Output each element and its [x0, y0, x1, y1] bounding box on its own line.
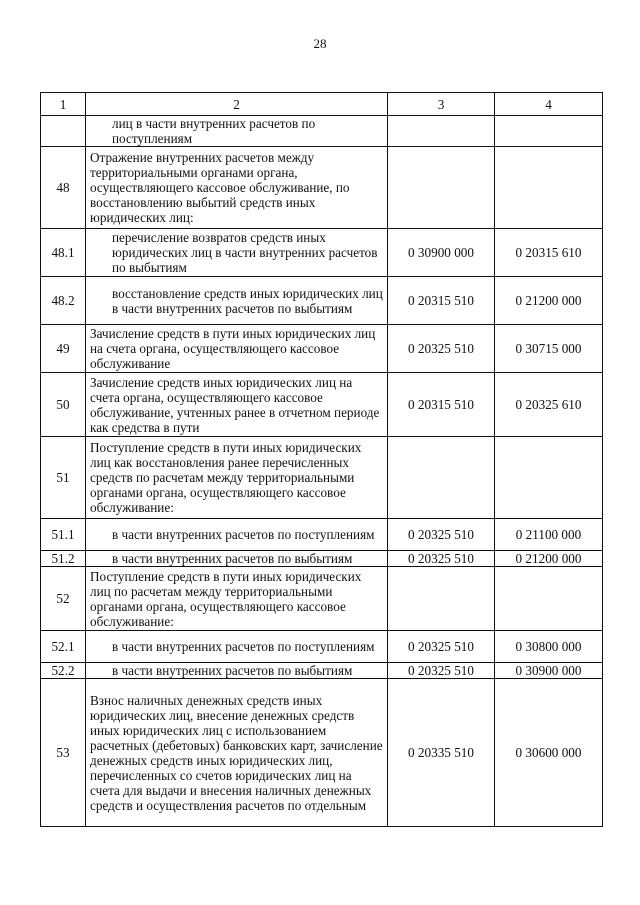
row-description: в части внутренних расчетов по выбытиям: [86, 663, 388, 679]
row-number: 52: [41, 567, 86, 631]
debit-account: [388, 437, 495, 519]
debit-account: [388, 567, 495, 631]
row-number: 52.1: [41, 631, 86, 663]
table-row: [41, 116, 603, 147]
debit-account: 0 20325 510: [388, 631, 495, 663]
debit-account: 0 20335 510: [388, 679, 495, 827]
table-row: [41, 229, 603, 277]
debit-account: 0 20325 510: [388, 325, 495, 373]
row-number: 48.2: [41, 277, 86, 325]
row-number: 53: [41, 679, 86, 827]
table-row: [41, 373, 603, 437]
debit-account: 0 20325 510: [388, 519, 495, 551]
row-number: 51.2: [41, 551, 86, 567]
row-description: в части внутренних расчетов по поступлениям: [86, 519, 388, 551]
credit-account: 0 21200 000: [495, 277, 603, 325]
row-number: 51.1: [41, 519, 86, 551]
credit-account: [495, 116, 603, 147]
column-header: 3: [388, 93, 495, 116]
row-number: 51: [41, 437, 86, 519]
table-row: [41, 147, 603, 229]
row-description: Отражение внутренних расчетов между территориальными органами органа, осуществляющего кассовое обслуживание, по восстановлению выбытий средств иных юридических лиц:: [86, 147, 388, 229]
row-description: Зачисление средств в пути иных юридических лиц на счета органа, осуществляющего кассовое обслуживание: [86, 325, 388, 373]
row-number: 49: [41, 325, 86, 373]
row-description: перечисление возвратов средств иных юридических лиц в части внутренних расчетов по выбытиям: [86, 229, 388, 277]
page-number: 28: [313, 36, 327, 51]
credit-account: [495, 147, 603, 229]
row-description: Поступление средств в пути иных юридических лиц по расчетам между территориальными органами органа, осуществляющего кассовое обслуживание:: [86, 567, 388, 631]
row-description: в части внутренних расчетов по выбытиям: [86, 551, 388, 567]
row-number: 50: [41, 373, 86, 437]
column-header: 1: [41, 93, 86, 116]
credit-account: 0 30900 000: [495, 663, 603, 679]
credit-account: 0 21200 000: [495, 551, 603, 567]
accounting-table: [40, 92, 603, 827]
debit-account: 0 30900 000: [388, 229, 495, 277]
row-number: [41, 116, 86, 147]
debit-account: 0 20315 510: [388, 277, 495, 325]
credit-account: 0 20315 610: [495, 229, 603, 277]
row-description: лиц в части внутренних расчетов по поступлениям: [86, 116, 388, 147]
row-description: Зачисление средств иных юридических лиц на счета органа, осуществляющего кассовое обслуживание, учтенных ранее в отчетном периоде как средства в пути: [86, 373, 388, 437]
debit-account: 0 20315 510: [388, 373, 495, 437]
table-row: [41, 437, 603, 519]
debit-account: [388, 147, 495, 229]
row-description: Взнос наличных денежных средств иных юридических лиц, внесение денежных средств иных юридических лиц с использованием расчетных (дебетовых) банковских карт, зачисление денежных средств иных юридических лиц, перечисленных со счетов юридических лиц на счета для выдачи и внесения наличных денежных средств и осуществления расчетов по отдельным: [86, 679, 388, 827]
row-description: в части внутренних расчетов по поступлениям: [86, 631, 388, 663]
table-row: [41, 631, 603, 663]
column-header: 4: [495, 93, 603, 116]
table-row: [41, 277, 603, 325]
credit-account: [495, 437, 603, 519]
table-header-row: [41, 93, 603, 116]
table-row: [41, 551, 603, 567]
debit-account: 0 20325 510: [388, 551, 495, 567]
column-header: 2: [86, 93, 388, 116]
row-number: 48: [41, 147, 86, 229]
row-description: Поступление средств в пути иных юридических лиц как восстановления ранее перечисленных средств по расчетам между территориальными органами органа, осуществляющего кассовое обслуживание:: [86, 437, 388, 519]
row-description: восстановление средств иных юридических лиц в части внутренних расчетов по выбытиям: [86, 277, 388, 325]
debit-account: [388, 116, 495, 147]
credit-account: 0 30800 000: [495, 631, 603, 663]
debit-account: 0 20325 510: [388, 663, 495, 679]
table-row: [41, 567, 603, 631]
credit-account: 0 30715 000: [495, 325, 603, 373]
credit-account: 0 20325 610: [495, 373, 603, 437]
table-row: [41, 679, 603, 827]
table-row: [41, 519, 603, 551]
credit-account: 0 21100 000: [495, 519, 603, 551]
credit-account: [495, 567, 603, 631]
row-number: 48.1: [41, 229, 86, 277]
credit-account: 0 30600 000: [495, 679, 603, 827]
table-row: [41, 663, 603, 679]
row-number: 52.2: [41, 663, 86, 679]
table-row: [41, 325, 603, 373]
